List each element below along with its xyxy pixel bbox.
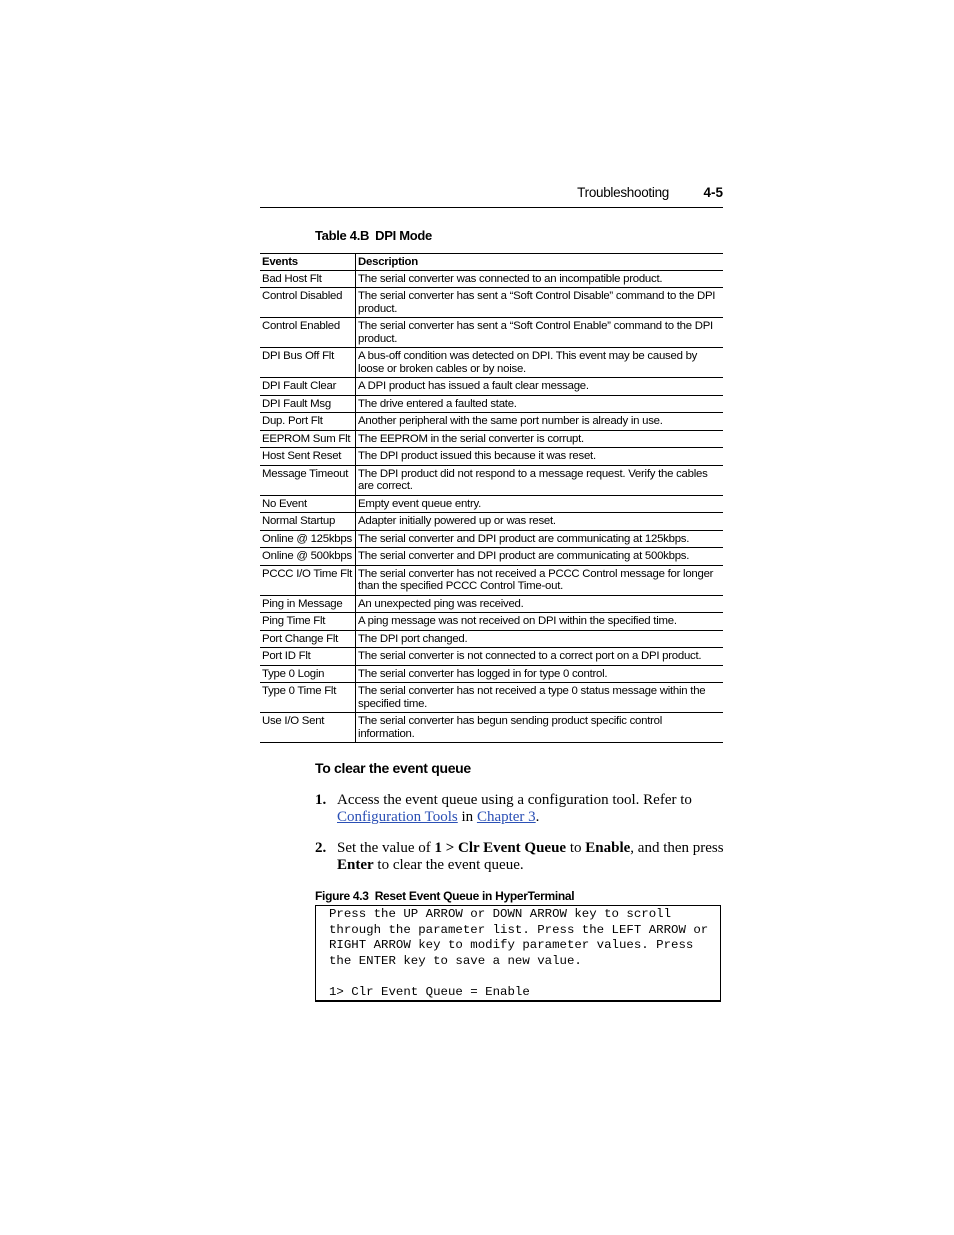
event-description-cell: Another peripheral with the same port number is already in use. — [356, 413, 723, 431]
table-row — [260, 648, 723, 666]
figure-caption-title: Reset Event Queue in HyperTerminal — [374, 889, 575, 903]
event-name-cell: Port Change Flt — [260, 630, 356, 648]
event-description-cell: The drive entered a faulted state. — [356, 395, 723, 413]
header-page-number: 4-5 — [703, 185, 723, 200]
table-row — [260, 465, 723, 495]
event-description-cell: A bus-off condition was detected on DPI. This event may be caused by loose or broken cables or by noise. — [356, 348, 723, 378]
event-name-cell: Use I/O Sent — [260, 713, 356, 743]
event-description-cell: The EEPROM in the serial converter is corrupt. — [356, 430, 723, 448]
step-text: to — [566, 840, 586, 856]
event-description-cell: Empty event queue entry. — [356, 495, 723, 513]
table-row — [260, 288, 723, 318]
column-header-events: Events — [260, 254, 356, 271]
configuration-tools-link[interactable]: Configuration Tools — [337, 809, 458, 825]
table-row — [260, 318, 723, 348]
step-text: in — [457, 809, 477, 825]
column-header-description: Description — [356, 254, 723, 271]
event-description-cell: An unexpected ping was received. — [356, 595, 723, 613]
event-description-cell: The serial converter has not received a type 0 status message within the specified time. — [356, 683, 723, 713]
event-description-cell: The serial converter has sent a “Soft Control Disable” command to the DPI product. — [356, 288, 723, 318]
table-row — [260, 270, 723, 288]
header-section-title: Troubleshooting — [577, 185, 669, 200]
event-description-cell: The DPI product did not respond to a message request. Verify the cables are correct. — [356, 465, 723, 495]
hyperterminal-screen: Press the UP ARROW or DOWN ARROW key to scroll through the parameter list. Press the LEFT ARROW or RIGHT ARROW key to modify parameter values. Press the ENTER key to save a new value. 1> Clr Event Queue = Enable — [315, 905, 721, 1002]
event-name-cell: DPI Fault Clear — [260, 378, 356, 396]
event-name-cell: No Event — [260, 495, 356, 513]
step-number: 2. — [315, 840, 327, 856]
figure-caption-label: Figure 4.3 — [315, 889, 369, 903]
table-row — [260, 530, 723, 548]
event-name-cell: Ping in Message — [260, 595, 356, 613]
table-row — [260, 565, 723, 595]
event-description-cell: A DPI product has issued a fault clear message. — [356, 378, 723, 396]
event-description-cell: The serial converter has logged in for type 0 control. — [356, 665, 723, 683]
table-row — [260, 378, 723, 396]
event-description-cell: The serial converter has sent a “Soft Control Enable” command to the DPI product. — [356, 318, 723, 348]
table-row — [260, 430, 723, 448]
table-body — [260, 270, 723, 743]
events-table — [260, 253, 723, 743]
table-row — [260, 413, 723, 431]
event-name-cell: DPI Fault Msg — [260, 395, 356, 413]
parameter-value: Enable — [585, 840, 631, 856]
table-row — [260, 683, 723, 713]
event-name-cell: Online @ 125kbps — [260, 530, 356, 548]
event-name-cell: Dup. Port Flt — [260, 413, 356, 431]
event-name-cell: Control Disabled — [260, 288, 356, 318]
step-1 — [315, 792, 725, 826]
table-row — [260, 495, 723, 513]
step-text: , and then press — [630, 840, 724, 856]
event-description-cell: The serial converter has begun sending product specific control information. — [356, 713, 723, 743]
table-row — [260, 513, 723, 531]
event-description-cell: A ping message was not received on DPI within the specified time. — [356, 613, 723, 631]
event-name-cell: Control Enabled — [260, 318, 356, 348]
table-row — [260, 548, 723, 566]
event-name-cell: DPI Bus Off Flt — [260, 348, 356, 378]
event-description-cell: The serial converter is not connected to a correct port on a DPI product. — [356, 648, 723, 666]
event-description-cell: The DPI port changed. — [356, 630, 723, 648]
section-heading: To clear the event queue — [315, 760, 471, 776]
event-description-cell: The serial converter and DPI product are communicating at 125kbps. — [356, 530, 723, 548]
table-row — [260, 595, 723, 613]
step-text: Set the value of — [337, 840, 435, 856]
event-description-cell: The serial converter has not received a PCCC Control message for longer than the specified PCCC Control Time-out. — [356, 565, 723, 595]
step-text: . — [535, 809, 540, 825]
event-description-cell: The DPI product issued this because it was reset. — [356, 448, 723, 466]
table-row — [260, 348, 723, 378]
page-header — [260, 185, 723, 208]
event-name-cell: Online @ 500kbps — [260, 548, 356, 566]
event-name-cell: PCCC I/O Time Flt — [260, 565, 356, 595]
table-row — [260, 395, 723, 413]
event-name-cell: EEPROM Sum Flt — [260, 430, 356, 448]
key-name: Enter — [337, 857, 374, 873]
table-row — [260, 630, 723, 648]
table-caption-label: Table 4.B — [315, 228, 370, 243]
table-row — [260, 613, 723, 631]
event-name-cell: Type 0 Login — [260, 665, 356, 683]
parameter-name: 1 > Clr Event Queue — [434, 840, 567, 856]
chapter-3-link[interactable]: Chapter 3 — [476, 809, 536, 825]
event-name-cell: Ping Time Flt — [260, 613, 356, 631]
step-number: 1. — [315, 792, 327, 808]
event-description-cell: The serial converter and DPI product are communicating at 500kbps. — [356, 548, 723, 566]
figure-caption — [315, 889, 574, 903]
event-name-cell: Type 0 Time Flt — [260, 683, 356, 713]
table-row — [260, 665, 723, 683]
event-name-cell: Bad Host Flt — [260, 270, 356, 288]
table-caption-title: DPI Mode — [375, 228, 432, 243]
event-name-cell: Message Timeout — [260, 465, 356, 495]
procedure-steps — [315, 792, 725, 888]
table-row — [260, 713, 723, 743]
event-description-cell: The serial converter was connected to an incompatible product. — [356, 270, 723, 288]
event-name-cell: Host Sent Reset — [260, 448, 356, 466]
step-text: Access the event queue using a configuration tool. Refer to — [337, 792, 692, 808]
event-name-cell: Normal Startup — [260, 513, 356, 531]
event-name-cell: Port ID Flt — [260, 648, 356, 666]
step-text: to clear the event queue. — [373, 857, 524, 873]
table-header-row — [260, 254, 723, 271]
table-caption — [315, 228, 432, 243]
event-description-cell: Adapter initially powered up or was reset. — [356, 513, 723, 531]
table-row — [260, 448, 723, 466]
step-2 — [315, 840, 725, 874]
